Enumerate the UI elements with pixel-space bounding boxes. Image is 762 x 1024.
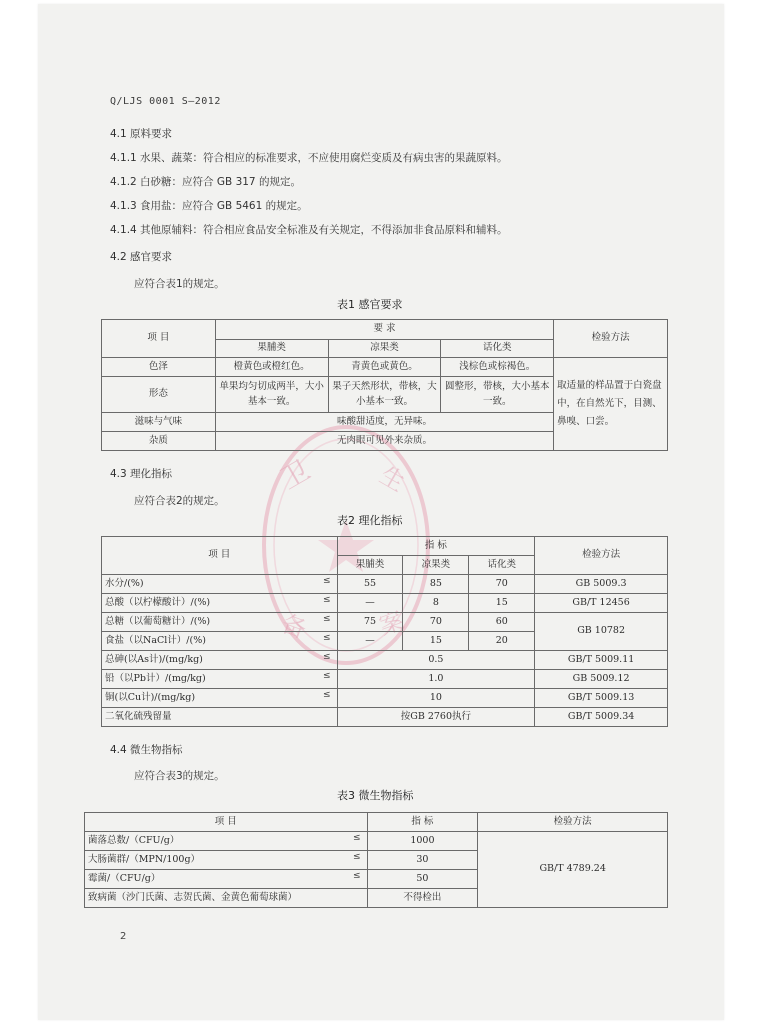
section-4-3-intro: 应符合表2的规定。 (134, 495, 225, 507)
t2-cell: 75 (337, 613, 403, 632)
t3-comparator: ≤ (352, 852, 361, 862)
t2-cell: 8 (403, 594, 469, 613)
t2-cell: 70 (469, 575, 535, 594)
t2-cell: 70 (403, 613, 469, 632)
t2-row-item: 二氧化硫残留量 (102, 708, 338, 727)
t2-comparator: ≤ (323, 652, 331, 662)
t1-row-item: 杂质 (102, 432, 216, 451)
t2-comparator: ≤ (323, 633, 331, 643)
t2-row-item: 总糖（以葡萄糖计）/(%) ≤ (102, 613, 338, 632)
t2-subheader: 果脯类 (337, 556, 403, 575)
t2-cell: 20 (469, 632, 535, 651)
t2-row-item: 食盐（以NaCl计）/(%) ≤ (102, 632, 338, 651)
section-4-2-title: 4.2 感官要求 (110, 251, 173, 263)
section-4-1-title: 4.1 原料要求 (110, 128, 173, 140)
t3-row-item: 大肠菌群/（MPN/100g） ≤ (85, 851, 368, 870)
t2-cell: 55 (337, 575, 403, 594)
table1-caption: 表1 感官要求 (337, 298, 403, 311)
t1-cell: 浅棕色或棕褐色。 (441, 358, 554, 377)
t2-merged-cell: 10 (337, 689, 535, 708)
t1-subheader: 果脯类 (215, 340, 328, 358)
t2-header-index: 指 标 (337, 537, 535, 556)
t3-cell: 50 (367, 870, 478, 889)
t1-header-method: 检验方法 (554, 320, 668, 358)
t3-cell: 1000 (367, 832, 478, 851)
t2-row-item: 总砷(以As计)/(mg/kg) ≤ (102, 651, 338, 670)
t2-method: GB/T 5009.34 (535, 708, 668, 727)
section-4-3-title: 4.3 理化指标 (110, 468, 173, 480)
svg-text:案: 案 (375, 606, 408, 641)
table3-caption: 表3 微生物指标 (337, 789, 414, 802)
t1-row-item: 色泽 (102, 358, 216, 377)
t1-header-requirement: 要 求 (215, 320, 553, 340)
t2-cell: — (337, 632, 403, 651)
t2-method: GB/T 5009.11 (535, 651, 668, 670)
t2-comparator: ≤ (323, 671, 331, 681)
t3-row-item: 菌落总数/（CFU/g） ≤ (85, 832, 368, 851)
t3-row-item: 霉菌/（CFU/g） ≤ (85, 870, 368, 889)
t3-row-item: 致病菌（沙门氏菌、志贺氏菌、金黄色葡萄球菌） (85, 889, 368, 908)
clause-4-1-1: 4.1.1 水果、蔬菜：符合相应的标准要求，不应使用腐烂变质及有病虫害的果蔬原料。 (110, 152, 508, 164)
t2-cell: — (337, 594, 403, 613)
t1-row-item: 滋味与气味 (102, 413, 216, 432)
t2-cell: 15 (403, 632, 469, 651)
table1-sensory (101, 319, 668, 451)
t1-merged-cell: 味酸甜适度，无异味。 (215, 413, 553, 432)
t2-method: GB 10782 (535, 613, 668, 651)
t3-comparator: ≤ (352, 871, 361, 881)
t2-comparator: ≤ (323, 690, 331, 700)
t1-cell: 圆整形，带核，大小基本一致。 (441, 377, 554, 413)
t1-merged-cell: 无肉眼可见外来杂质。 (215, 432, 553, 451)
t2-merged-cell: 0.5 (337, 651, 535, 670)
t3-method: GB/T 4789.24 (478, 832, 668, 908)
document-code-header: Q/LJS 0001 S—2012 (110, 96, 221, 107)
t2-comparator: ≤ (323, 614, 331, 624)
t2-row-item: 铅（以Pb计）/(mg/kg) ≤ (102, 670, 338, 689)
table2-caption: 表2 理化指标 (337, 514, 403, 527)
t2-merged-cell: 1.0 (337, 670, 535, 689)
t2-method: GB 5009.12 (535, 670, 668, 689)
svg-text:备: 备 (277, 609, 311, 644)
clause-4-1-4: 4.1.4 其他原辅料：符合相应食品安全标准及有关规定，不得添加非食品原料和辅料。 (110, 224, 508, 236)
page-number: 2 (120, 931, 127, 942)
t1-row-item: 形态 (102, 377, 216, 413)
t3-header-method: 检验方法 (478, 813, 668, 832)
t2-comparator: ≤ (323, 576, 331, 586)
t2-row-item: 总酸（以柠檬酸计）/(%) ≤ (102, 594, 338, 613)
t3-cell: 30 (367, 851, 478, 870)
t2-cell: 85 (403, 575, 469, 594)
table3-microbiological (84, 812, 668, 908)
t2-subheader: 话化类 (469, 556, 535, 575)
section-4-2-intro: 应符合表1的规定。 (134, 278, 225, 290)
svg-text:卫: 卫 (275, 453, 316, 497)
t1-cell: 果子天然形状，带核，大小基本一致。 (328, 377, 441, 413)
t1-subheader: 话化类 (441, 340, 554, 358)
t1-cell: 青黄色或黄色。 (328, 358, 441, 377)
t1-header-item: 项 目 (102, 320, 216, 358)
t2-header-item: 项 目 (102, 537, 338, 575)
t1-subheader: 凉果类 (328, 340, 441, 358)
t2-header-method: 检验方法 (535, 537, 668, 575)
t1-method-cell: 取适量的样品置于白瓷盘中，在自然光下，目测、鼻嗅、口尝。 (554, 358, 668, 451)
section-4-4-intro: 应符合表3的规定。 (134, 770, 225, 782)
t2-cell: 60 (469, 613, 535, 632)
t2-row-item: 铜(以Cu计)/(mg/kg) ≤ (102, 689, 338, 708)
t3-header-item: 项 目 (85, 813, 368, 832)
t2-row-item: 水分/(%) ≤ (102, 575, 338, 594)
table2-physicochemical (101, 536, 668, 727)
t2-merged-cell: 按GB 2760执行 (337, 708, 535, 727)
t2-method: GB/T 12456 (535, 594, 668, 613)
clause-4-1-3: 4.1.3 食用盐：应符合 GB 5461 的规定。 (110, 200, 308, 212)
t3-header-index: 指 标 (367, 813, 478, 832)
t2-subheader: 凉果类 (403, 556, 469, 575)
t1-cell: 橙黄色或橙红色。 (215, 358, 328, 377)
t2-cell: 15 (469, 594, 535, 613)
t3-cell: 不得检出 (367, 889, 478, 908)
clause-4-1-2: 4.1.2 白砂糖：应符合 GB 317 的规定。 (110, 176, 301, 188)
t2-method: GB 5009.3 (535, 575, 668, 594)
t3-comparator: ≤ (352, 833, 361, 843)
t2-method: GB/T 5009.13 (535, 689, 668, 708)
t2-comparator: ≤ (323, 595, 331, 605)
section-4-4-title: 4.4 微生物指标 (110, 744, 183, 756)
t1-cell: 单果均匀切成两半，大小基本一致。 (215, 377, 328, 413)
svg-text:生: 生 (375, 460, 410, 498)
